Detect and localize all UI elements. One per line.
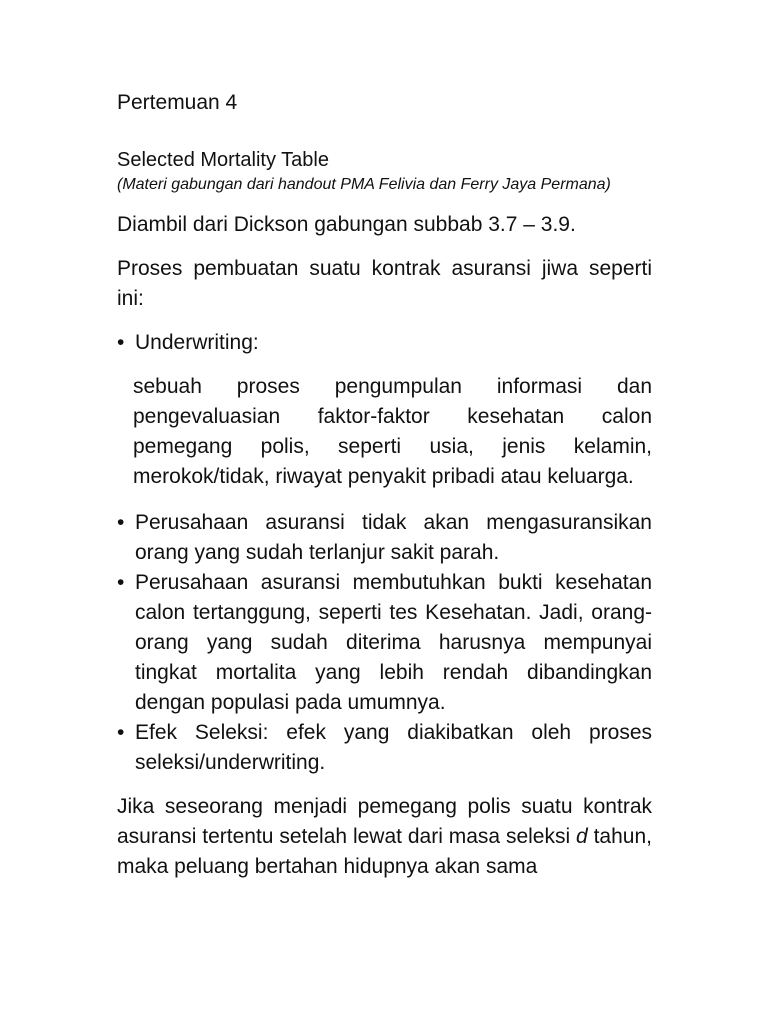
document-title: Selected Mortality Table (117, 149, 329, 171)
source-note: Diambil dari Dickson gabungan subbab 3.7 – 3.9. (117, 213, 576, 236)
closing-text-part1: Jika seseorang menjadi pemegang polis suatu kontrak asuransi tertentu setelah lewat dari masa seleksi (117, 795, 652, 848)
underwriting-description: sebuah proses pengumpulan informasi dan pengevaluasian faktor-faktor kesehatan calon pemegang polis, seperti usia, jenis kelamin, merokok/tidak, riwayat penyakit pribadi atau keluarga. (133, 375, 652, 488)
document-subtitle: (Materi gabungan dari handout PMA Felivia dan Ferry Jaya Permana) (117, 176, 611, 193)
underwriting-bullet (117, 328, 652, 358)
list-item-text: Perusahaan asuransi tidak akan mengasuransikan orang yang sudah terlanjur sakit parah. (135, 511, 652, 564)
closing-text-part2: tahun, maka peluang bertahan hidupnya akan sama (117, 825, 652, 878)
list-item-text: Efek Seleksi: efek yang diakibatkan oleh proses seleksi/underwriting. (135, 721, 652, 774)
list-item (117, 568, 652, 718)
closing-paragraph (117, 792, 652, 882)
bullet-marker: • (117, 331, 125, 354)
bullet-marker: • (117, 511, 125, 534)
selection-period-variable: d (576, 825, 588, 848)
list-item-text: Perusahaan asuransi membutuhkan bukti kesehatan calon tertanggung, seperti tes Kesehatan. Jadi, orang-orang yang sudah diterima harusnya mempunyai tingkat mortalita yang lebih rendah dibandingkan dengan populasi pada umumnya. (135, 571, 652, 714)
bullet-list (117, 508, 652, 778)
meeting-label: Pertemuan 4 (117, 91, 238, 114)
document-content (117, 88, 652, 882)
list-item (117, 508, 652, 568)
underwriting-heading: Underwriting: (135, 331, 259, 354)
bullet-marker: • (117, 721, 125, 744)
intro-paragraph: Proses pembuatan suatu kontrak asuransi jiwa seperti ini: (117, 257, 652, 310)
bullet-marker: • (117, 571, 125, 594)
list-item (117, 718, 652, 778)
